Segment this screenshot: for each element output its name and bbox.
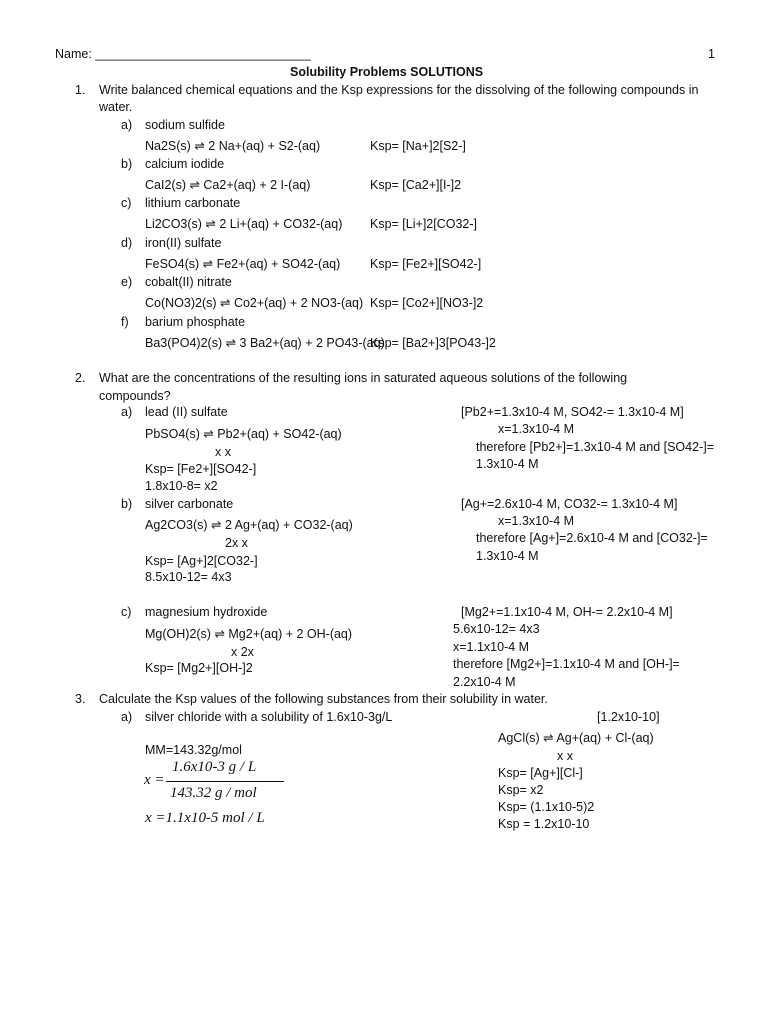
page-title: Solubility Problems SOLUTIONS [290, 65, 484, 79]
ksp-expression: Ksp= [Fe2+][SO42-] [145, 462, 257, 476]
answer-line: 2.2x10-4 M [453, 675, 516, 689]
compound-name: barium phosphate [145, 315, 246, 329]
name-field-label: Name: _______________________________ [55, 47, 311, 61]
answer-line: 5.6x10-12= 4x3 [453, 622, 540, 636]
ion-concentration-labels: 2x x [225, 536, 248, 550]
part-label: b) [121, 497, 133, 511]
q1-text-line1: Write balanced chemical equations and the Ksp expressions for the dissolving of the following compounds in [99, 83, 699, 97]
q3-number: 3. [75, 692, 86, 706]
part-label: a) [121, 710, 133, 724]
ion-concentration-labels: x 2x [231, 645, 254, 659]
compound-name: iron(II) sulfate [145, 236, 222, 250]
molar-solubility-result: x =1.1x10-5 mol / L [145, 810, 265, 826]
answer-line: x=1.3x10-4 M [498, 422, 575, 436]
ksp-expression: Ksp= [Fe2+][SO42-] [370, 257, 482, 271]
ksp-substitution: Ksp= x2 [498, 783, 544, 797]
dissolution-equation: Mg(OH)2(s) ⇌ Mg2+(aq) + 2 OH-(aq) [145, 627, 353, 641]
compound-name: cobalt(II) nitrate [145, 275, 232, 289]
ksp-expression: Ksp= [Ba2+]3[PO43-]2 [370, 336, 496, 350]
part-label: c) [121, 605, 132, 619]
part-label: e) [121, 275, 133, 289]
x-equals: x = [144, 772, 165, 788]
ksp-expression: Ksp= [Ag+]2[CO32-] [145, 554, 258, 568]
answer-line: x=1.3x10-4 M [498, 514, 575, 528]
dissolution-equation: Ag2CO3(s) ⇌ 2 Ag+(aq) + CO32-(aq) [145, 518, 353, 532]
q3-part-a-answer: [1.2x10-10] [597, 710, 660, 724]
dissolution-equation: Ba3(PO4)2(s) ⇌ 3 Ba2+(aq) + 2 PO43-(aq) [145, 336, 385, 350]
dissolution-equation: Co(NO3)2(s) ⇌ Co2+(aq) + 2 NO3-(aq) [145, 296, 364, 310]
compound-name: magnesium hydroxide [145, 605, 268, 619]
q3-part-a-text: silver chloride with a solubility of 1.6x10-3g/L [145, 710, 393, 724]
ksp-expression: Ksp= [Li+]2[CO32-] [370, 217, 478, 231]
part-label: b) [121, 157, 133, 171]
part-label: c) [121, 196, 132, 210]
q2-number: 2. [75, 371, 86, 385]
molar-mass: MM=143.32g/mol [145, 743, 242, 757]
compound-name: calcium iodide [145, 157, 225, 171]
dissolution-equation: FeSO4(s) ⇌ Fe2+(aq) + SO42-(aq) [145, 257, 341, 271]
compound-name: lithium carbonate [145, 196, 241, 210]
fraction-bar [166, 781, 284, 782]
answer-line: [Ag+=2.6x10-4 M, CO32-= 1.3x10-4 M] [461, 497, 678, 511]
ksp-value-equation: 1.8x10-8= x2 [145, 479, 218, 493]
ksp-result: Ksp = 1.2x10-10 [498, 817, 590, 831]
ksp-expression: Ksp= [Ca2+][I-]2 [370, 178, 462, 192]
answer-line: therefore [Ag+]=2.6x10-4 M and [CO32-]= [476, 531, 708, 545]
q1-number: 1. [75, 83, 86, 97]
dissolution-equation: AgCl(s) ⇌ Ag+(aq) + Cl-(aq) [498, 731, 654, 745]
fraction-numerator: 1.6x10-3 g / L [172, 759, 257, 775]
ion-concentration-labels: x x [557, 749, 573, 763]
q2-text-line2: compounds? [99, 389, 171, 403]
ksp-expression: Ksp= [Ag+][Cl-] [498, 766, 583, 780]
compound-name: lead (II) sulfate [145, 405, 228, 419]
part-label: a) [121, 118, 133, 132]
compound-name: silver carbonate [145, 497, 234, 511]
ion-concentration-labels: x x [215, 445, 231, 459]
ksp-substitution: Ksp= (1.1x10-5)2 [498, 800, 595, 814]
answer-line: 1.3x10-4 M [476, 549, 539, 563]
part-label: a) [121, 405, 133, 419]
q1-text-line2: water. [99, 100, 133, 114]
dissolution-equation: CaI2(s) ⇌ Ca2+(aq) + 2 I-(aq) [145, 178, 311, 192]
q2-text-line1: What are the concentrations of the resulting ions in saturated aqueous solutions of the following [99, 371, 628, 385]
part-label: f) [121, 315, 129, 329]
answer-line: x=1.1x10-4 M [453, 640, 530, 654]
ksp-expression: Ksp= [Na+]2[S2-] [370, 139, 466, 153]
ksp-value-equation: 8.5x10-12= 4x3 [145, 570, 232, 584]
compound-name: sodium sulfide [145, 118, 225, 132]
answer-line: [Pb2+=1.3x10-4 M, SO42-= 1.3x10-4 M] [461, 405, 684, 419]
dissolution-equation: PbSO4(s) ⇌ Pb2+(aq) + SO42-(aq) [145, 427, 342, 441]
ksp-expression: Ksp= [Mg2+][OH-]2 [145, 661, 253, 675]
answer-line: [Mg2+=1.1x10-4 M, OH-= 2.2x10-4 M] [461, 605, 673, 619]
fraction-denominator: 143.32 g / mol [170, 785, 257, 801]
dissolution-equation: Li2CO3(s) ⇌ 2 Li+(aq) + CO32-(aq) [145, 217, 343, 231]
page-number: 1 [708, 47, 715, 61]
part-label: d) [121, 236, 133, 250]
answer-line: therefore [Pb2+]=1.3x10-4 M and [SO42-]= [476, 440, 714, 454]
q3-text: Calculate the Ksp values of the following substances from their solubility in water. [99, 692, 548, 706]
answer-line: therefore [Mg2+]=1.1x10-4 M and [OH-]= [453, 657, 680, 671]
answer-line: 1.3x10-4 M [476, 457, 539, 471]
ksp-expression: Ksp= [Co2+][NO3-]2 [370, 296, 484, 310]
dissolution-equation: Na2S(s) ⇌ 2 Na+(aq) + S2-(aq) [145, 139, 321, 153]
